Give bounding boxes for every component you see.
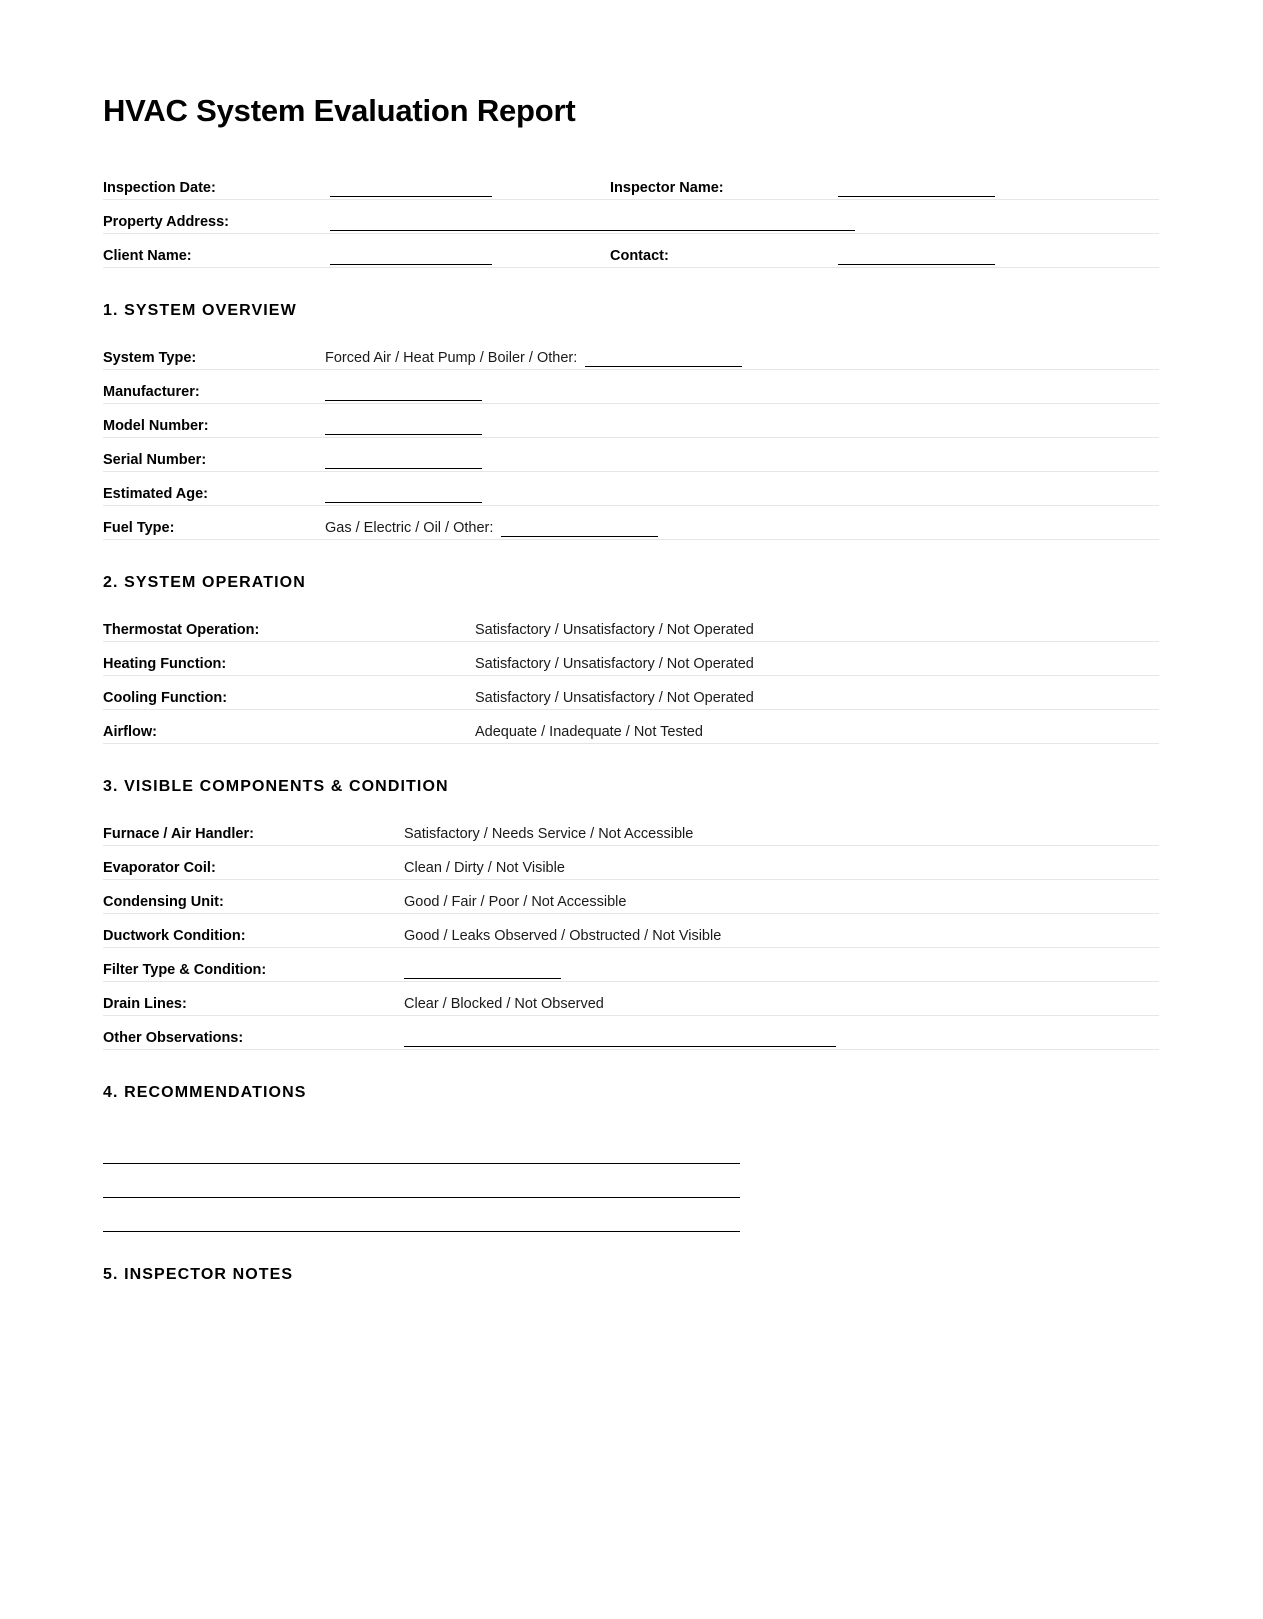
- document-content: [103, 0, 1159, 1338]
- thermostat-operation-label: Thermostat Operation:: [103, 622, 260, 639]
- fuel-type-other-field[interactable]: [501, 519, 658, 537]
- table-row: [103, 164, 1159, 200]
- property-address-label: Property Address:: [103, 214, 229, 231]
- write-in-rule: [501, 523, 658, 537]
- table-row: [103, 676, 1159, 710]
- write-in-rule: [325, 387, 482, 401]
- table-row: [103, 982, 1159, 1016]
- property-address-field[interactable]: [330, 213, 855, 231]
- write-in-rule: [325, 455, 482, 469]
- fuel-type-options: Gas / Electric / Oil / Other:: [325, 520, 494, 537]
- recommendations-line-1[interactable]: [103, 1130, 740, 1164]
- inspection-date-field[interactable]: [330, 179, 610, 197]
- section-heading-system-operation: 2. SYSTEM OPERATION: [103, 574, 306, 592]
- table-row: [103, 472, 1159, 506]
- model-number-field[interactable]: [325, 417, 482, 435]
- write-in-rule: [404, 965, 561, 979]
- section-heading-visible-components: 3. VISIBLE COMPONENTS & CONDITION: [103, 778, 449, 796]
- write-in-rule: [330, 251, 492, 265]
- system-type-options: Forced Air / Heat Pump / Boiler / Other:: [325, 350, 578, 367]
- write-in-rule: [325, 489, 482, 503]
- condensing-unit-label: Condensing Unit:: [103, 894, 224, 911]
- ductwork-condition-options[interactable]: Good / Leaks Observed / Obstructed / Not Visible: [404, 928, 722, 945]
- header-field-table: [103, 164, 1159, 268]
- condensing-unit-options[interactable]: Good / Fair / Poor / Not Accessible: [404, 894, 627, 911]
- section-heading-system-overview: 1. SYSTEM OVERVIEW: [103, 302, 297, 320]
- page-title: HVAC System Evaluation Report: [103, 93, 576, 128]
- write-in-rule: [838, 251, 995, 265]
- table-row: [103, 334, 1159, 370]
- heating-function-options[interactable]: Satisfactory / Unsatisfactory / Not Operated: [475, 656, 754, 673]
- drain-lines-label: Drain Lines:: [103, 996, 187, 1013]
- system-operation-table: [103, 606, 1159, 744]
- section-heading-recommendations: 4. RECOMMENDATIONS: [103, 1084, 307, 1102]
- airflow-options[interactable]: Adequate / Inadequate / Not Tested: [475, 724, 703, 741]
- table-row: [103, 810, 1159, 846]
- inspector-name-label: Inspector Name:: [610, 180, 724, 197]
- airflow-label: Airflow:: [103, 724, 157, 741]
- system-type-other-field[interactable]: [585, 349, 742, 367]
- client-name-field[interactable]: [330, 247, 610, 265]
- serial-number-field[interactable]: [325, 451, 482, 469]
- system-overview-table: [103, 334, 1159, 540]
- heating-function-label: Heating Function:: [103, 656, 227, 673]
- table-row: [103, 438, 1159, 472]
- inspector-name-field[interactable]: [838, 179, 995, 197]
- fuel-type-label: Fuel Type:: [103, 520, 175, 537]
- inspector-notes-write-in-area[interactable]: [103, 1298, 1159, 1338]
- table-row: [103, 370, 1159, 404]
- cooling-function-options[interactable]: Satisfactory / Unsatisfactory / Not Operated: [475, 690, 754, 707]
- table-row: [103, 506, 1159, 540]
- client-name-label: Client Name:: [103, 248, 192, 265]
- other-observations-label: Other Observations:: [103, 1030, 244, 1047]
- ductwork-condition-label: Ductwork Condition:: [103, 928, 246, 945]
- table-row: [103, 914, 1159, 948]
- system-type-label: System Type:: [103, 350, 197, 367]
- manufacturer-field[interactable]: [325, 383, 482, 401]
- recommendations-line-2[interactable]: [103, 1164, 740, 1198]
- cooling-function-label: Cooling Function:: [103, 690, 228, 707]
- recommendations-line-3[interactable]: [103, 1198, 740, 1232]
- write-in-rule: [585, 353, 742, 367]
- table-row: [103, 1016, 1159, 1050]
- section-heading-inspector-notes: 5. INSPECTOR NOTES: [103, 1266, 294, 1284]
- write-in-rule: [330, 217, 855, 231]
- estimated-age-label: Estimated Age:: [103, 486, 209, 503]
- write-in-rule: [325, 421, 482, 435]
- table-row: [103, 880, 1159, 914]
- table-row: [103, 404, 1159, 438]
- table-row: [103, 642, 1159, 676]
- inspection-date-label: Inspection Date:: [103, 180, 216, 197]
- write-in-rule: [838, 183, 995, 197]
- table-row: [103, 948, 1159, 982]
- contact-field[interactable]: [838, 247, 995, 265]
- table-row: [103, 846, 1159, 880]
- table-row: [103, 200, 1159, 234]
- visible-components-table: [103, 810, 1159, 1050]
- model-number-label: Model Number:: [103, 418, 209, 435]
- thermostat-operation-options[interactable]: Satisfactory / Unsatisfactory / Not Operated: [475, 622, 754, 639]
- manufacturer-label: Manufacturer:: [103, 384, 200, 401]
- write-in-rule: [404, 1033, 836, 1047]
- filter-type-condition-field[interactable]: [404, 961, 561, 979]
- filter-type-condition-label: Filter Type & Condition:: [103, 962, 267, 979]
- furnace-air-handler-options[interactable]: Satisfactory / Needs Service / Not Accessible: [404, 826, 694, 843]
- evaporator-coil-options[interactable]: Clean / Dirty / Not Visible: [404, 860, 565, 877]
- serial-number-label: Serial Number:: [103, 452, 207, 469]
- other-observations-field[interactable]: [404, 1029, 836, 1047]
- contact-label: Contact:: [610, 248, 669, 265]
- drain-lines-options[interactable]: Clear / Blocked / Not Observed: [404, 996, 604, 1013]
- table-row: [103, 710, 1159, 744]
- recommendations-write-in-area: [103, 1130, 1159, 1232]
- table-row: [103, 606, 1159, 642]
- write-in-rule: [330, 183, 492, 197]
- evaporator-coil-label: Evaporator Coil:: [103, 860, 216, 877]
- estimated-age-field[interactable]: [325, 485, 482, 503]
- table-row: [103, 234, 1159, 268]
- furnace-air-handler-label: Furnace / Air Handler:: [103, 826, 254, 843]
